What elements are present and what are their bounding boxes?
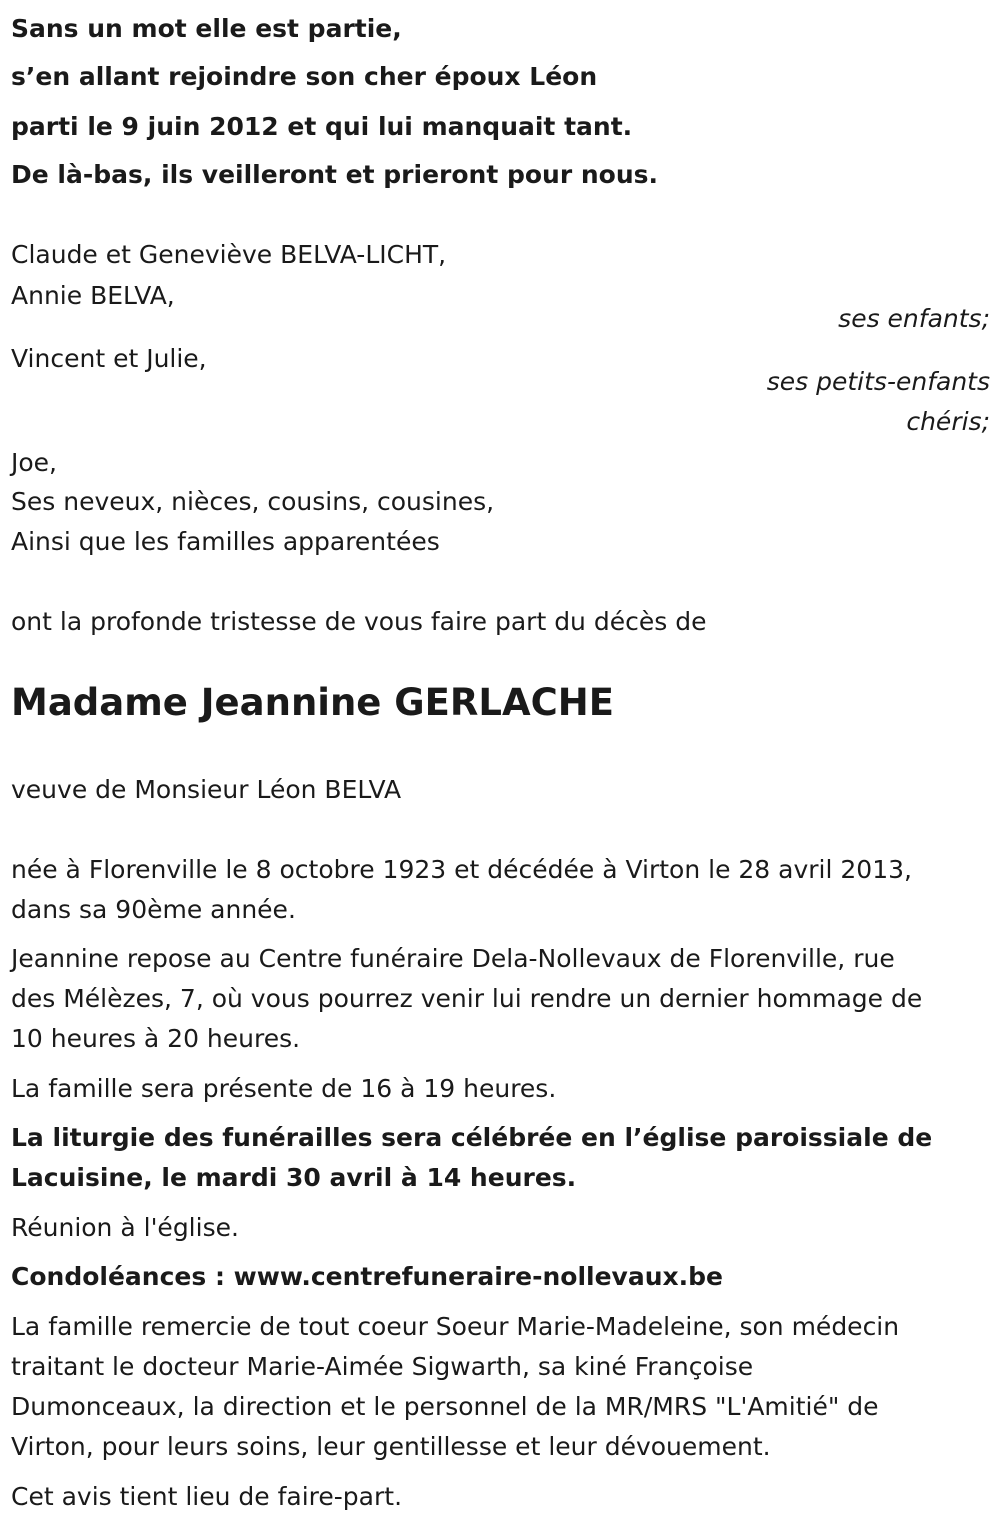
poem-line-1: Sans un mot elle est partie,	[11, 14, 402, 43]
poem-line-2: s’en allant rejoindre son cher époux Léon	[11, 62, 598, 91]
thanks-2: traitant le docteur Marie-Aimée Sigwarth, sa kiné Françoise	[11, 1352, 754, 1381]
family-others-1: Joe,	[11, 448, 57, 477]
widow-of: veuve de Monsieur Léon BELVA	[11, 775, 402, 804]
closing: Cet avis tient lieu de faire-part.	[11, 1482, 403, 1511]
thanks-1: La famille remercie de tout coeur Soeur Marie-Madeleine, son médecin	[11, 1312, 900, 1341]
birth-death-1: née à Florenville le 8 octobre 1923 et décédée à Virton le 28 avril 2013,	[11, 855, 912, 884]
poem-line-3: parti le 9 juin 2012 et qui lui manquait tant.	[11, 112, 633, 141]
liturgy-1: La liturgie des funérailles sera célébrée en l’église paroissiale de	[11, 1123, 933, 1152]
liturgy-2: Lacuisine, le mardi 30 avril à 14 heures.	[11, 1163, 577, 1192]
meeting: Réunion à l'église.	[11, 1213, 239, 1242]
family-children-1: Claude et Geneviève BELVA-LICHT,	[11, 240, 447, 269]
birth-death-2: dans sa 90ème année.	[11, 895, 296, 924]
children-label: ses enfants;	[838, 304, 990, 333]
rest-place-3: 10 heures à 20 heures.	[11, 1024, 301, 1053]
announcement: ont la profonde tristesse de vous faire part du décès de	[11, 607, 707, 636]
rest-place-2: des Mélèzes, 7, où vous pourrez venir lui rendre un dernier hommage de	[11, 984, 923, 1013]
thanks-4: Virton, pour leurs soins, leur gentillesse et leur dévouement.	[11, 1432, 771, 1461]
poem-line-4: De là-bas, ils veilleront et prieront pour nous.	[11, 160, 659, 189]
thanks-3: Dumonceaux, la direction et le personnel de la MR/MRS "L'Amitié" de	[11, 1392, 879, 1421]
rest-place-1: Jeannine repose au Centre funéraire Dela-Nollevaux de Florenville, rue	[11, 944, 895, 973]
family-children-2: Annie BELVA,	[11, 281, 175, 310]
grandchildren-label-2: chéris;	[906, 407, 990, 436]
family-grandchildren: Vincent et Julie,	[11, 344, 207, 373]
family-presence: La famille sera présente de 16 à 19 heures.	[11, 1074, 557, 1103]
family-others-2: Ses neveux, nièces, cousins, cousines,	[11, 487, 495, 516]
family-others-3: Ainsi que les familles apparentées	[11, 527, 440, 556]
deceased-name: Madame Jeannine GERLACHE	[11, 681, 615, 724]
condolences: Condoléances : www.centrefuneraire-nollevaux.be	[11, 1262, 723, 1291]
grandchildren-label-1: ses petits-enfants	[766, 367, 990, 396]
